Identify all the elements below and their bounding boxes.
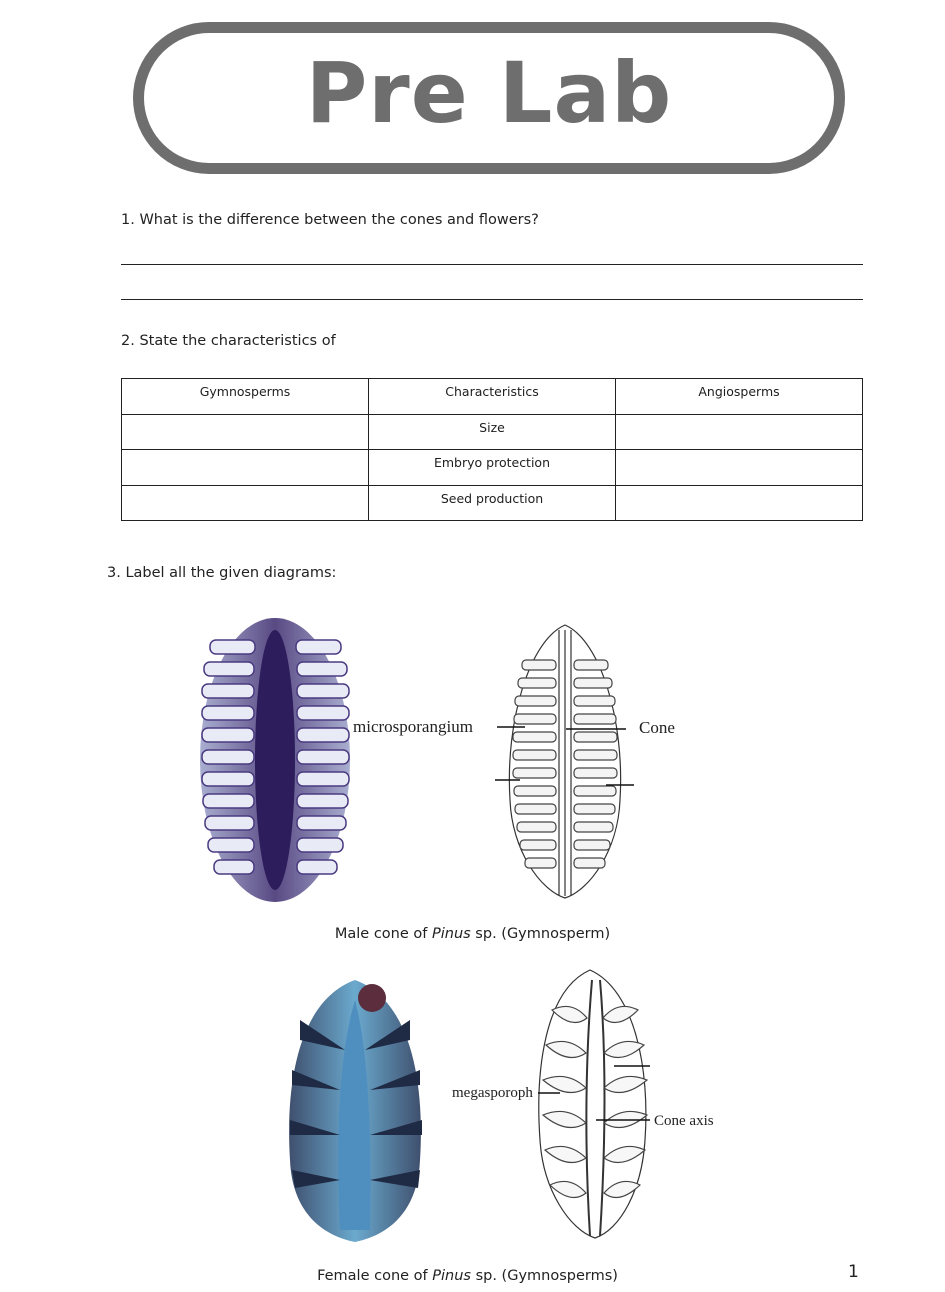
female-cone-caption [0, 1268, 945, 1284]
question-1: 1. What is the difference between the cones and flowers? [121, 212, 539, 228]
header-angiosperms: Angiosperms [616, 379, 863, 415]
answer-line-1[interactable] [121, 264, 863, 265]
caption-text: Male cone of [334, 926, 432, 942]
angiosperm-cell[interactable] [616, 485, 863, 521]
angiosperm-cell[interactable] [616, 450, 863, 486]
question-3: 3. Label all the given diagrams: [107, 565, 337, 581]
table-row [122, 450, 863, 486]
male-cone-drawing [509, 625, 620, 898]
caption-genus: Pinus [432, 1268, 471, 1284]
page-number: 1 [848, 1262, 859, 1282]
characteristic-cell: Seed production [369, 485, 616, 521]
label-cone-axis: Cone axis [654, 1113, 714, 1129]
female-cone-micrograph [289, 980, 422, 1242]
caption-text: sp. (Gymnosperm) [470, 926, 611, 942]
characteristics-table [121, 378, 863, 521]
male-cone-figure [0, 600, 945, 920]
answer-line-2[interactable] [121, 299, 863, 300]
caption-text: sp. (Gymnosperms) [470, 1268, 618, 1284]
characteristic-cell: Size [369, 414, 616, 450]
page-title: Pre Lab [305, 44, 673, 142]
table-header-row [122, 379, 863, 415]
table-row [122, 485, 863, 521]
characteristic-cell: Embryo protection [369, 450, 616, 486]
table-row [122, 414, 863, 450]
question-2: 2. State the characteristics of [121, 333, 336, 349]
caption-text: Female cone of [317, 1268, 433, 1284]
header-gymnosperms: Gymnosperms [122, 379, 369, 415]
male-cone-micrograph [200, 618, 350, 902]
caption-genus: Pinus [431, 926, 471, 942]
gymnosperm-cell[interactable] [122, 450, 369, 486]
label-cone: Cone [639, 718, 675, 737]
label-microsporangium: microsporangium [353, 717, 473, 736]
gymnosperm-cell[interactable] [122, 485, 369, 521]
header-characteristics: Characteristics [369, 379, 616, 415]
gymnosperm-cell[interactable] [122, 414, 369, 450]
female-cone-drawing [539, 970, 647, 1238]
female-cone-figure [0, 960, 945, 1250]
angiosperm-cell[interactable] [616, 414, 863, 450]
title-banner [133, 22, 845, 174]
male-cone-caption [0, 926, 945, 942]
label-megasporoph: megasporoph [452, 1085, 533, 1101]
